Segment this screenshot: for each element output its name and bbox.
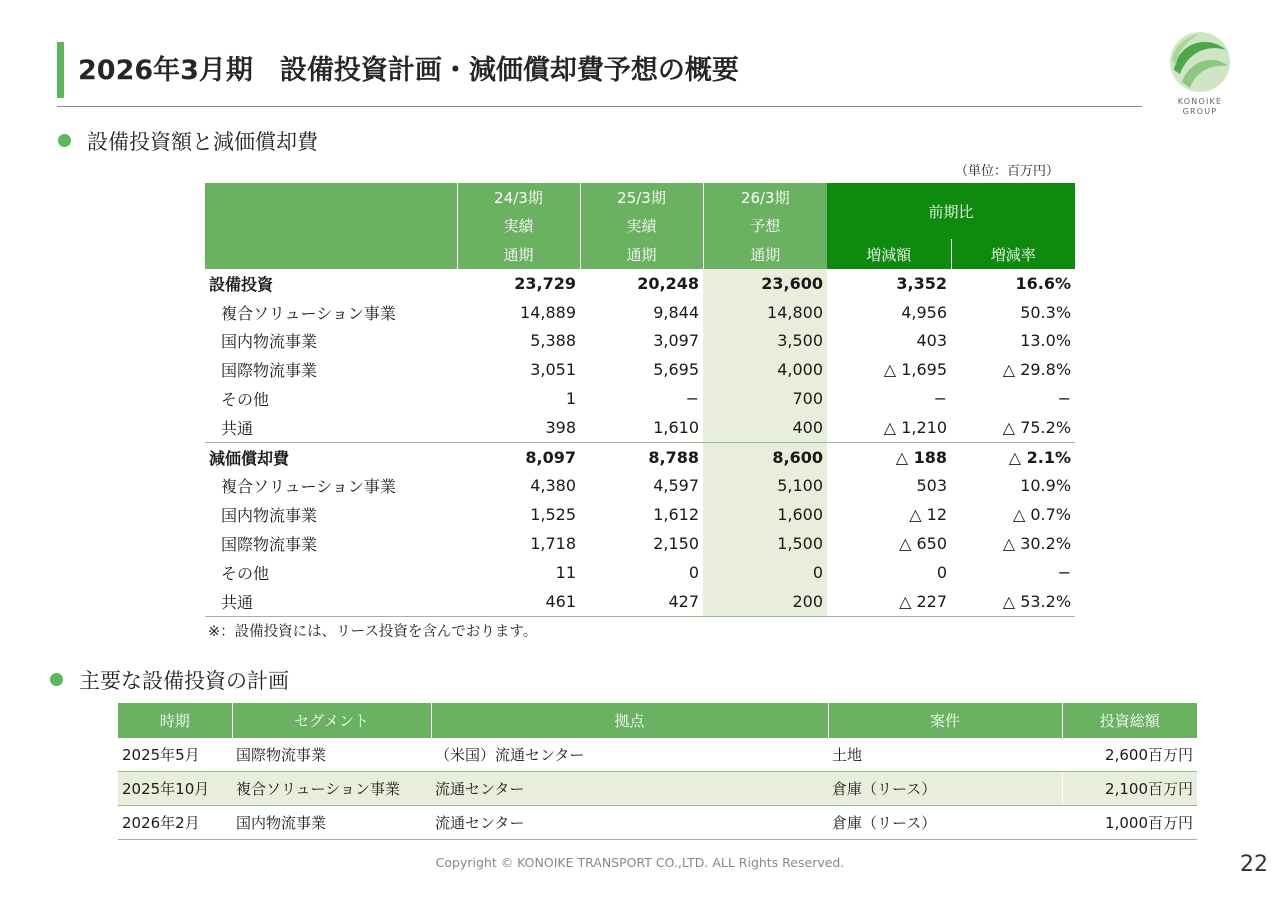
page-title: 2026年3月期 設備投資計画・減価償却費予想の概要: [78, 55, 739, 86]
value-rate: −: [1057, 389, 1072, 409]
header-blank: [205, 183, 457, 269]
cell-segment: 複合ソリューション事業: [232, 772, 431, 806]
section-capex-depreciation: [58, 126, 318, 156]
cell-project: 倉庫（リース）: [828, 772, 1062, 806]
table-row: [205, 327, 1075, 356]
value-25-3: 9,844: [653, 302, 699, 322]
value-24-3: 5,388: [530, 331, 576, 351]
header-26-3-type: 予想: [703, 211, 827, 239]
konoike-leaf-icon: [1164, 30, 1236, 94]
value-26-3: 700: [703, 384, 827, 413]
bullet-icon: [50, 673, 63, 686]
cell-segment: 国内物流事業: [232, 806, 431, 840]
value-diff: △ 227: [827, 587, 951, 616]
row-label: 国際物流事業: [221, 535, 318, 555]
cell-segment: 国際物流事業: [232, 738, 431, 772]
value-25-3: 0: [688, 562, 699, 582]
cell-period: 2025年5月: [118, 738, 232, 772]
value-24-3: 14,889: [520, 302, 576, 322]
logo-text-konoike: KONOIKE: [1177, 97, 1223, 106]
cell-total: 1,000百万円: [1062, 806, 1197, 840]
table-row: [205, 269, 1075, 298]
header-26-3: 26/3期: [703, 183, 827, 211]
value-24-3: 1,718: [530, 534, 576, 554]
cell-project: 土地: [828, 738, 1062, 772]
value-rate: −: [1057, 562, 1072, 582]
row-label: その他: [221, 390, 270, 410]
row-label: 減価償却費: [205, 442, 457, 471]
value-24-3: 1: [565, 389, 576, 409]
table-row: [205, 298, 1075, 327]
header-site: 拠点: [431, 703, 828, 738]
table-row: [205, 587, 1075, 616]
capex-plan-table: [118, 703, 1197, 840]
value-diff: 3,352: [896, 273, 947, 293]
konoike-logo: [1164, 30, 1236, 122]
table-row: [205, 500, 1075, 529]
value-24-3: 11: [555, 562, 576, 582]
table-row: [118, 772, 1197, 806]
row-label: 国内物流事業: [221, 332, 318, 352]
value-25-3: 3,097: [653, 331, 699, 351]
header-compare: 前期比: [827, 183, 1075, 239]
value-24-3: 23,729: [514, 273, 576, 293]
value-26-3: 14,800: [703, 298, 827, 327]
value-diff: −: [933, 389, 947, 409]
row-label: 国内物流事業: [221, 506, 318, 526]
section-heading: 設備投資額と減価償却費: [87, 130, 318, 154]
value-diff: △ 188: [827, 442, 951, 471]
value-rate: 16.6%: [1015, 273, 1072, 293]
copyright: Copyright © KONOIKE TRANSPORT CO.,LTD. ALL Rights Reserved.: [435, 855, 845, 870]
logo-text-group: GROUP: [1182, 107, 1218, 116]
value-26-3: 5,100: [703, 472, 827, 501]
table-row: [118, 738, 1197, 772]
row-label: 国際物流事業: [221, 361, 318, 381]
table-row: [205, 413, 1075, 442]
cell-period: 2025年10月: [118, 772, 232, 806]
cell-site: （米国）流通センター: [431, 738, 828, 772]
value-25-3: 1,610: [653, 417, 699, 437]
header-period: 時期: [118, 703, 232, 738]
value-rate: 50.3%: [1020, 302, 1072, 322]
value-diff: △ 650: [899, 534, 947, 554]
header-segment: セグメント: [232, 703, 431, 738]
value-rate: △ 0.7%: [1012, 505, 1072, 525]
value-rate: △ 29.8%: [1002, 360, 1072, 380]
page-number: 22: [1240, 852, 1268, 877]
value-26-3: 200: [703, 587, 827, 616]
value-rate: △ 30.2%: [1002, 534, 1072, 554]
header-24-3: 24/3期: [457, 183, 580, 211]
table-row: [205, 442, 1075, 471]
header-diff: 増減額: [827, 239, 951, 269]
header-24-3-period: 通期: [457, 239, 580, 269]
row-label: 共通: [205, 587, 457, 616]
value-25-3: 1,612: [653, 505, 699, 525]
value-diff: 4,956: [901, 302, 947, 322]
value-diff: △ 1,210: [883, 417, 947, 437]
value-24-3: 4,380: [530, 476, 576, 496]
table-row: [205, 529, 1075, 558]
section-major-capex: [50, 665, 289, 695]
cell-total: 2,600百万円: [1062, 738, 1197, 772]
value-26-3: 400: [703, 413, 827, 442]
value-26-3: 4,000: [703, 355, 827, 384]
value-diff: △ 1,695: [883, 360, 947, 380]
value-rate: △ 75.2%: [1002, 417, 1072, 437]
cell-site: 流通センター: [431, 772, 828, 806]
value-26-3: 1,500: [703, 529, 827, 558]
header-rate: 増減率: [951, 239, 1075, 269]
unit-label: （単位：百万円）: [955, 164, 1060, 179]
header-total: 投資総額: [1062, 703, 1197, 738]
cell-project: 倉庫（リース）: [828, 806, 1062, 840]
table-row: [205, 355, 1075, 384]
value-25-3: 8,788: [580, 442, 703, 471]
value-diff: 503: [916, 476, 947, 496]
value-26-3: 23,600: [703, 269, 827, 298]
header-26-3-period: 通期: [703, 239, 827, 269]
value-26-3: 8,600: [703, 442, 827, 471]
value-25-3: 427: [580, 587, 703, 616]
value-rate: △ 53.2%: [951, 587, 1075, 616]
value-rate: 13.0%: [1020, 331, 1072, 351]
row-label: 複合ソリューション事業: [221, 477, 396, 497]
value-rate: △ 2.1%: [951, 442, 1075, 471]
table-row: [205, 558, 1075, 587]
header-24-3-type: 実績: [457, 211, 580, 239]
cell-total: 2,100百万円: [1062, 772, 1197, 806]
row-label: その他: [221, 563, 270, 583]
cell-period: 2026年2月: [118, 806, 232, 840]
value-diff: 403: [916, 331, 947, 351]
value-24-3: 461: [457, 587, 580, 616]
header-project: 案件: [828, 703, 1062, 738]
cell-site: 流通センター: [431, 806, 828, 840]
value-diff: 0: [936, 562, 947, 582]
title-divider: [57, 106, 1142, 107]
table-row: [118, 806, 1197, 840]
value-24-3: 3,051: [530, 360, 576, 380]
value-25-3: 4,597: [653, 476, 699, 496]
value-24-3: 8,097: [457, 442, 580, 471]
row-label: 共通: [221, 418, 254, 438]
value-26-3: 1,600: [703, 500, 827, 529]
row-label: 複合ソリューション事業: [221, 303, 396, 323]
value-25-3: 20,248: [637, 273, 699, 293]
table-footnote: ※：設備投資には、リース投資を含んでおります。: [208, 624, 538, 640]
value-25-3: 2,150: [653, 534, 699, 554]
value-26-3: 0: [703, 558, 827, 587]
capex-depreciation-table: [205, 183, 1075, 617]
value-25-3: 5,695: [653, 360, 699, 380]
value-26-3: 3,500: [703, 327, 827, 356]
table-row: [205, 384, 1075, 413]
value-24-3: 1,525: [530, 505, 576, 525]
table-row: [205, 472, 1075, 501]
header-25-3-type: 実績: [580, 211, 703, 239]
value-25-3: −: [685, 389, 699, 409]
title-accent-bar: [57, 42, 64, 98]
row-label: 設備投資: [209, 274, 274, 294]
section-heading: 主要な設備投資の計画: [79, 669, 289, 693]
value-diff: △ 12: [909, 505, 947, 525]
header-25-3: 25/3期: [580, 183, 703, 211]
header-25-3-period: 通期: [580, 239, 703, 269]
value-rate: 10.9%: [1020, 476, 1072, 496]
bullet-icon: [58, 134, 71, 147]
value-24-3: 398: [545, 417, 576, 437]
